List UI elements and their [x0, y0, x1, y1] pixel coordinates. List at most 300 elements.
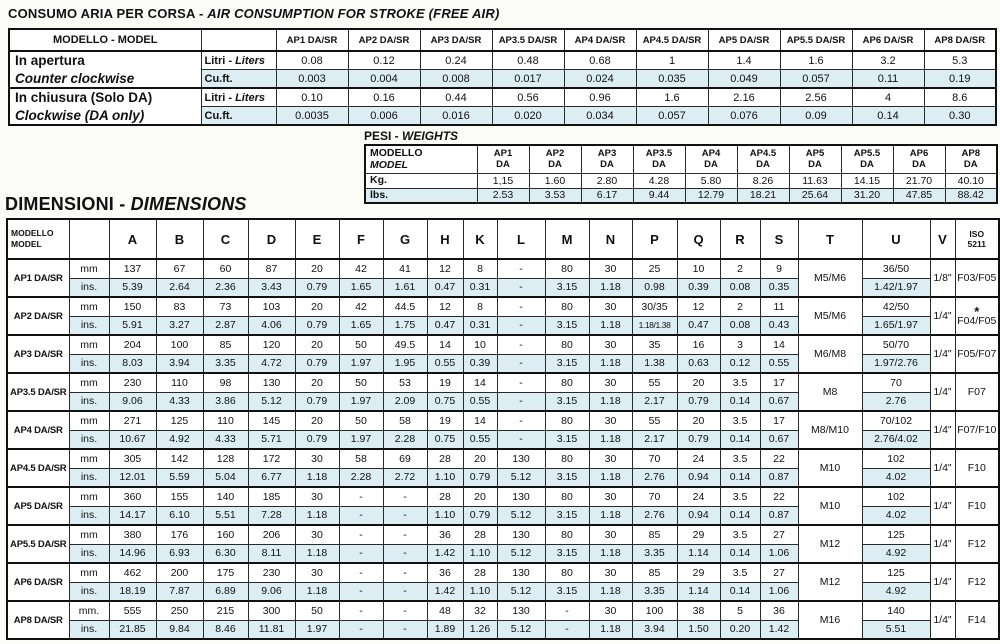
- weights-column-header: [581, 145, 633, 173]
- weights-value-cell: 31.20: [841, 188, 893, 203]
- dims-value-ins: 5.51: [203, 506, 248, 525]
- dims-u-ins: 1.65/1.97: [862, 316, 930, 335]
- consumption-value-cell: 0.008: [420, 70, 492, 89]
- dims-value-ins: 10.67: [109, 430, 156, 449]
- dims-value-ins: 0.94: [677, 506, 720, 525]
- dims-letter-header: D: [248, 219, 295, 259]
- dims-unit-mm: mm: [69, 259, 109, 278]
- dims-value-mm: 85: [632, 563, 677, 582]
- dims-letter-header: K: [463, 219, 497, 259]
- dims-iso-header: [955, 219, 999, 259]
- weights-header-it: MODELLO: [370, 147, 423, 160]
- dims-value-mm: 80: [545, 297, 589, 316]
- dims-value-ins: 0.47: [427, 316, 463, 335]
- consumption-value-cell: 0.076: [708, 107, 780, 126]
- consumption-value-cell: 1.4: [708, 51, 780, 70]
- dims-value-ins: 0.79: [295, 278, 339, 297]
- dims-value-ins: 0.47: [677, 316, 720, 335]
- weights-value-cell: 3.53: [529, 188, 581, 203]
- weights-title-it: PESI -: [364, 129, 399, 143]
- iso-flange: F10: [967, 500, 986, 512]
- dims-value-mm: 360: [109, 487, 156, 506]
- dims-value-ins: 8.46: [203, 620, 248, 639]
- dims-value-ins: 1.18: [589, 316, 632, 335]
- dims-value-mm: 87: [248, 259, 295, 278]
- iso-flange: F05/F07: [957, 348, 997, 360]
- dims-value-ins: 3.15: [545, 544, 589, 563]
- consumption-value-cell: 2.16: [708, 88, 780, 107]
- dims-value-mm: -: [383, 563, 427, 582]
- weights-value-cell: 18.21: [737, 188, 789, 203]
- dims-value-mm: 12: [427, 259, 463, 278]
- weights-value-cell: 6.17: [581, 188, 633, 203]
- dims-value-mm: 19: [427, 411, 463, 430]
- dims-value-mm: 50: [339, 411, 383, 430]
- consumption-value-cell: 1.6: [780, 51, 852, 70]
- dims-value-mm: 128: [203, 449, 248, 468]
- dims-model-row-mm: [7, 411, 999, 430]
- dims-value-ins: 1.10: [463, 544, 497, 563]
- consumption-value-cell: 1.6: [636, 88, 708, 107]
- dims-value-ins: -: [497, 392, 545, 411]
- dims-value-ins: 0.79: [677, 392, 720, 411]
- weights-value-cell: 21.70: [893, 173, 945, 188]
- consumption-value-cell: 0.024: [564, 70, 636, 89]
- dims-value-ins: 5.39: [109, 278, 156, 297]
- dims-value-ins: 1.26: [463, 620, 497, 639]
- dims-u-mm: 140: [862, 601, 930, 620]
- dims-value-mm: 140: [203, 487, 248, 506]
- page-title: [8, 6, 500, 21]
- unit-header-cell: [201, 29, 276, 51]
- unit-it: Litri -: [204, 91, 232, 104]
- consumption-value-cell: 0.96: [564, 88, 636, 107]
- unit-label-cell: [201, 51, 276, 70]
- dims-value-ins: 14.96: [109, 544, 156, 563]
- weights-value-cell: 40.10: [945, 173, 997, 188]
- dims-value-mm: 12: [677, 297, 720, 316]
- dims-unit-ins: ins.: [69, 582, 109, 601]
- dims-value-ins: 9.06: [109, 392, 156, 411]
- dims-value-ins: 0.47: [427, 278, 463, 297]
- dims-model-label: AP4.5 DA/SR: [7, 449, 69, 487]
- dims-value-ins: 1.42: [760, 620, 798, 639]
- weights-column-name: AP4: [701, 147, 721, 159]
- dims-value-ins: 0.87: [760, 468, 798, 487]
- page-title-it: CONSUMO ARIA PER CORSA -: [8, 6, 204, 21]
- dims-value-ins: 0.14: [720, 430, 760, 449]
- dims-value-ins: 0.14: [720, 468, 760, 487]
- dims-value-mm: 60: [203, 259, 248, 278]
- dims-value-mm: 42: [339, 259, 383, 278]
- dims-value-mm: 29: [677, 563, 720, 582]
- dims-value-mm: 5: [720, 601, 760, 620]
- consumption-value-cell: 0.11: [852, 70, 924, 89]
- dims-value-mm: 130: [248, 373, 295, 392]
- dims-value-ins: 3.35: [632, 582, 677, 601]
- dims-value-mm: 3.5: [720, 525, 760, 544]
- dims-value-ins: 0.63: [677, 354, 720, 373]
- dims-value-ins: 2.64: [156, 278, 203, 297]
- group-label-it: In apertura: [15, 53, 85, 68]
- consumption-value-cell: 0.034: [564, 107, 636, 126]
- dims-value-mm: 27: [760, 563, 798, 582]
- dims-value-ins: 0.39: [677, 278, 720, 297]
- dims-value-ins: -: [383, 506, 427, 525]
- dims-value-ins: 1.18: [589, 620, 632, 639]
- dims-value-ins: 18.19: [109, 582, 156, 601]
- dims-value-mm: 24: [677, 449, 720, 468]
- dims-thread-cell: M10: [798, 449, 862, 487]
- dims-value-ins: -: [497, 278, 545, 297]
- dims-value-mm: 145: [248, 411, 295, 430]
- dims-model-header: [7, 219, 69, 259]
- dims-v-cell: 1/4": [930, 411, 955, 449]
- dims-value-mm: 50: [339, 373, 383, 392]
- dims-iso-cell: [955, 563, 999, 601]
- dims-value-ins: 1.97: [339, 392, 383, 411]
- dims-thread-cell: M8: [798, 373, 862, 411]
- weights-header-row: [365, 145, 997, 173]
- dimensions-title-en: DIMENSIONS: [130, 194, 247, 214]
- dims-u-mm: 70/102: [862, 411, 930, 430]
- dims-value-ins: 0.08: [720, 316, 760, 335]
- weights-column-name: AP5: [805, 147, 825, 159]
- dims-value-ins: 12.01: [109, 468, 156, 487]
- unit-label-cell: [201, 88, 276, 107]
- dims-value-ins: 5.12: [497, 468, 545, 487]
- dims-iso-cell: [955, 449, 999, 487]
- consumption-value-cell: 0.68: [564, 51, 636, 70]
- dims-value-ins: 3.15: [545, 430, 589, 449]
- dims-value-ins: 3.15: [545, 582, 589, 601]
- dims-value-mm: 80: [545, 449, 589, 468]
- dims-value-ins: 3.35: [203, 354, 248, 373]
- dims-value-mm: 35: [632, 335, 677, 354]
- dims-value-mm: 58: [339, 449, 383, 468]
- dims-iso-cell: [955, 601, 999, 639]
- dims-value-mm: 36: [427, 525, 463, 544]
- dims-value-ins: 8.03: [109, 354, 156, 373]
- dims-value-mm: 271: [109, 411, 156, 430]
- weights-value-cell: 5.80: [685, 173, 737, 188]
- dims-letter-header: V: [930, 219, 955, 259]
- dims-iso-cell: [955, 411, 999, 449]
- dims-value-ins: 4.92: [156, 430, 203, 449]
- model-column-header: AP4.5 DA/SR: [636, 29, 708, 51]
- group-label-it: In chiusura (Solo DA): [15, 90, 153, 106]
- dims-letter-header: B: [156, 219, 203, 259]
- dims-model-label: AP3.5 DA/SR: [7, 373, 69, 411]
- dims-value-mm: 20: [295, 335, 339, 354]
- weights-data-row: [365, 188, 997, 203]
- weights-column-name: AP6: [909, 147, 929, 159]
- consumption-value-cell: 2.56: [780, 88, 852, 107]
- dims-value-ins: 2.17: [632, 430, 677, 449]
- weights-title: [364, 129, 996, 143]
- dims-value-mm: 30: [295, 525, 339, 544]
- weights-value-cell: 12.79: [685, 188, 737, 203]
- dims-value-ins: 0.79: [677, 430, 720, 449]
- dims-value-ins: 3.15: [545, 392, 589, 411]
- dims-model-label: AP2 DA/SR: [7, 297, 69, 335]
- dims-v-cell: 1/4": [930, 487, 955, 525]
- dims-value-mm: 30: [589, 335, 632, 354]
- dims-value-ins: 1.97: [295, 620, 339, 639]
- model-column-header: AP8 DA/SR: [924, 29, 996, 51]
- dims-value-ins: -: [497, 316, 545, 335]
- dims-value-ins: 0.55: [427, 354, 463, 373]
- model-column-header: AP5.5 DA/SR: [780, 29, 852, 51]
- dims-value-mm: 130: [497, 601, 545, 620]
- dims-unit-header: [69, 219, 109, 259]
- model-column-header: AP4 DA/SR: [564, 29, 636, 51]
- dims-value-ins: 0.79: [463, 506, 497, 525]
- unit-en: Liters: [235, 91, 266, 104]
- dims-value-mm: 25: [632, 259, 677, 278]
- consumption-value-cell: 0.56: [492, 88, 564, 107]
- dims-value-ins: 0.79: [463, 468, 497, 487]
- dims-thread-cell: M12: [798, 525, 862, 563]
- dims-value-mm: 172: [248, 449, 295, 468]
- dimensions-title-it: DIMENSIONI -: [5, 194, 126, 214]
- dims-unit-ins: ins.: [69, 392, 109, 411]
- dims-value-ins: 3.94: [632, 620, 677, 639]
- dims-value-mm: 85: [632, 525, 677, 544]
- dims-thread-cell: M5/M6: [798, 259, 862, 297]
- weights-value-cell: 1.60: [529, 173, 581, 188]
- weights-value-cell: 2.53: [477, 188, 529, 203]
- dims-value-mm: 48: [427, 601, 463, 620]
- weights-header-en: MODEL: [370, 159, 408, 172]
- dims-value-mm: 80: [545, 525, 589, 544]
- dims-value-mm: 20: [295, 259, 339, 278]
- dims-value-mm: 70: [632, 487, 677, 506]
- dims-unit-mm: mm.: [69, 601, 109, 620]
- dims-value-ins: 0.14: [720, 582, 760, 601]
- dims-value-mm: 137: [109, 259, 156, 278]
- dims-value-mm: -: [339, 525, 383, 544]
- consumption-value-cell: 0.049: [708, 70, 780, 89]
- dims-v-cell: 1/4": [930, 525, 955, 563]
- dims-value-mm: 67: [156, 259, 203, 278]
- dims-value-mm: 73: [203, 297, 248, 316]
- consumption-value-cell: 0.035: [636, 70, 708, 89]
- consumption-data-row: [9, 88, 996, 107]
- dims-value-mm: 150: [109, 297, 156, 316]
- unit-it: Cu.ft.: [204, 109, 233, 122]
- dims-value-ins: 7.87: [156, 582, 203, 601]
- dims-value-mm: 20: [295, 297, 339, 316]
- dims-model-label: AP8 DA/SR: [7, 601, 69, 639]
- weights-value-cell: 47.85: [893, 188, 945, 203]
- dims-letter-header: T: [798, 219, 862, 259]
- dims-value-ins: 1.14: [677, 582, 720, 601]
- dims-model-row-mm: [7, 259, 999, 278]
- dims-value-mm: 16: [677, 335, 720, 354]
- consumption-value-cell: 0.14: [852, 107, 924, 126]
- dims-value-mm: 20: [295, 411, 339, 430]
- dims-value-mm: 80: [545, 411, 589, 430]
- dims-value-mm: 85: [203, 335, 248, 354]
- unit-label-cell: [201, 107, 276, 126]
- weights-column-name: AP1: [493, 147, 513, 159]
- dims-value-ins: 2.28: [383, 430, 427, 449]
- dims-value-ins: 6.89: [203, 582, 248, 601]
- dims-value-mm: 58: [383, 411, 427, 430]
- weights-column-header: [945, 145, 997, 173]
- weights-value-cell: 25.64: [789, 188, 841, 203]
- dims-value-mm: 2: [720, 297, 760, 316]
- dims-value-ins: 0.55: [760, 354, 798, 373]
- weights-column-name: AP2: [545, 147, 565, 159]
- weights-column-header: [633, 145, 685, 173]
- model-column-header: AP5 DA/SR: [708, 29, 780, 51]
- dims-value-ins: 2.87: [203, 316, 248, 335]
- group-label-en: Counter clockwise: [15, 70, 135, 86]
- consumption-value-cell: 0.006: [348, 107, 420, 126]
- dims-value-ins: 1.18: [295, 468, 339, 487]
- iso-flange: F10: [967, 462, 986, 474]
- dims-value-ins: 1.50: [677, 620, 720, 639]
- consumption-value-cell: 0.003: [276, 70, 348, 89]
- dims-value-ins: 9.06: [248, 582, 295, 601]
- consumption-value-cell: 5.3: [924, 51, 996, 70]
- dims-value-ins: 1.18: [589, 582, 632, 601]
- weights-column-header: [529, 145, 581, 173]
- dims-model-label: AP5.5 DA/SR: [7, 525, 69, 563]
- dims-u-ins: 5.51: [862, 620, 930, 639]
- dims-value-mm: 36: [427, 563, 463, 582]
- dims-value-ins: 3.86: [203, 392, 248, 411]
- dims-value-ins: 1.38: [632, 354, 677, 373]
- group-label-cell: [9, 51, 201, 88]
- unit-label-cell: [201, 70, 276, 89]
- weights-value-cell: 11.63: [789, 173, 841, 188]
- dims-value-mm: 50: [295, 601, 339, 620]
- weights-value-cell: 8.26: [737, 173, 789, 188]
- dims-u-ins: 4.92: [862, 582, 930, 601]
- dims-value-ins: -: [339, 582, 383, 601]
- dims-value-mm: 103: [248, 297, 295, 316]
- dims-value-ins: -: [339, 620, 383, 639]
- dims-value-ins: 1.97: [339, 430, 383, 449]
- dims-value-ins: 6.93: [156, 544, 203, 563]
- group-label-cell: [9, 88, 201, 125]
- dims-value-ins: 0.79: [295, 316, 339, 335]
- dims-value-ins: 3.15: [545, 506, 589, 525]
- dims-model-row-mm: [7, 297, 999, 316]
- model-header-cell: MODELLO - MODEL: [9, 29, 201, 51]
- dims-value-mm: 19: [427, 373, 463, 392]
- dims-value-ins: 2.36: [203, 278, 248, 297]
- dims-value-mm: 41: [383, 259, 427, 278]
- dims-value-mm: 14: [463, 411, 497, 430]
- dims-value-mm: 14: [427, 335, 463, 354]
- dims-value-ins: 0.31: [463, 316, 497, 335]
- dims-value-mm: 30: [295, 563, 339, 582]
- consumption-value-cell: 0.0035: [276, 107, 348, 126]
- dims-value-ins: -: [545, 620, 589, 639]
- weights-value-cell: 14.15: [841, 173, 893, 188]
- dims-value-mm: 30: [295, 449, 339, 468]
- dims-value-mm: 28: [427, 487, 463, 506]
- dims-value-mm: 130: [497, 449, 545, 468]
- weights-column-name: AP4.5: [749, 147, 777, 159]
- dims-u-mm: 125: [862, 563, 930, 582]
- model-column-header: AP3.5 DA/SR: [492, 29, 564, 51]
- dims-iso-cell: [955, 259, 999, 297]
- dims-value-mm: 30: [589, 487, 632, 506]
- dims-value-ins: 2.72: [383, 468, 427, 487]
- dims-unit-mm: mm: [69, 373, 109, 392]
- dims-value-ins: 3.15: [545, 354, 589, 373]
- dims-value-mm: 42: [339, 297, 383, 316]
- dims-value-mm: 30: [589, 525, 632, 544]
- consumption-value-cell: 0.10: [276, 88, 348, 107]
- dims-value-ins: 6.77: [248, 468, 295, 487]
- air-consumption-table: [8, 28, 997, 126]
- consumption-value-cell: 0.16: [348, 88, 420, 107]
- dims-u-ins: 2.76/4.02: [862, 430, 930, 449]
- dims-value-ins: 7.28: [248, 506, 295, 525]
- dims-value-mm: 462: [109, 563, 156, 582]
- dims-unit-ins: ins.: [69, 430, 109, 449]
- dims-value-ins: 1.18: [589, 278, 632, 297]
- dims-value-ins: 0.55: [463, 392, 497, 411]
- dims-value-ins: -: [339, 544, 383, 563]
- dims-value-mm: 142: [156, 449, 203, 468]
- dims-value-mm: 30: [589, 449, 632, 468]
- consumption-value-cell: 0.08: [276, 51, 348, 70]
- dims-value-mm: 27: [760, 525, 798, 544]
- dims-value-ins: 1.95: [383, 354, 427, 373]
- dims-value-ins: 11.81: [248, 620, 295, 639]
- dims-u-ins: 2.76: [862, 392, 930, 411]
- dims-value-ins: 1.18: [589, 430, 632, 449]
- iso-header-line2: 5211: [967, 239, 986, 249]
- dims-value-mm: 130: [497, 487, 545, 506]
- dims-value-ins: 4.72: [248, 354, 295, 373]
- weights-column-name: AP5.5: [853, 147, 881, 159]
- dims-value-ins: 5.71: [248, 430, 295, 449]
- dims-value-ins: 0.79: [295, 392, 339, 411]
- dims-value-ins: 4.33: [156, 392, 203, 411]
- weights-column-sub: DA: [860, 159, 874, 171]
- dims-value-mm: 30: [589, 601, 632, 620]
- dims-model-row-mm: [7, 449, 999, 468]
- dims-value-ins: 1.42: [427, 582, 463, 601]
- dims-value-ins: 0.55: [463, 430, 497, 449]
- dims-value-ins: 1.61: [383, 278, 427, 297]
- dims-value-ins: 1.14: [677, 544, 720, 563]
- model-column-header: AP6 DA/SR: [852, 29, 924, 51]
- dims-value-mm: 80: [545, 373, 589, 392]
- dims-value-mm: 160: [203, 525, 248, 544]
- dimensions-title: [5, 194, 247, 215]
- dims-v-cell: 1/4": [930, 563, 955, 601]
- dims-value-mm: 98: [203, 373, 248, 392]
- dims-value-mm: -: [497, 411, 545, 430]
- unit-it: Cu.ft.: [204, 72, 233, 85]
- iso-header-line1: ISO: [969, 228, 985, 239]
- dims-v-cell: 1/4": [930, 335, 955, 373]
- dims-value-ins: 5.91: [109, 316, 156, 335]
- dims-value-mm: 3.5: [720, 373, 760, 392]
- dims-model-row-mm: [7, 335, 999, 354]
- consumption-value-cell: 0.48: [492, 51, 564, 70]
- dims-thread-cell: M10: [798, 487, 862, 525]
